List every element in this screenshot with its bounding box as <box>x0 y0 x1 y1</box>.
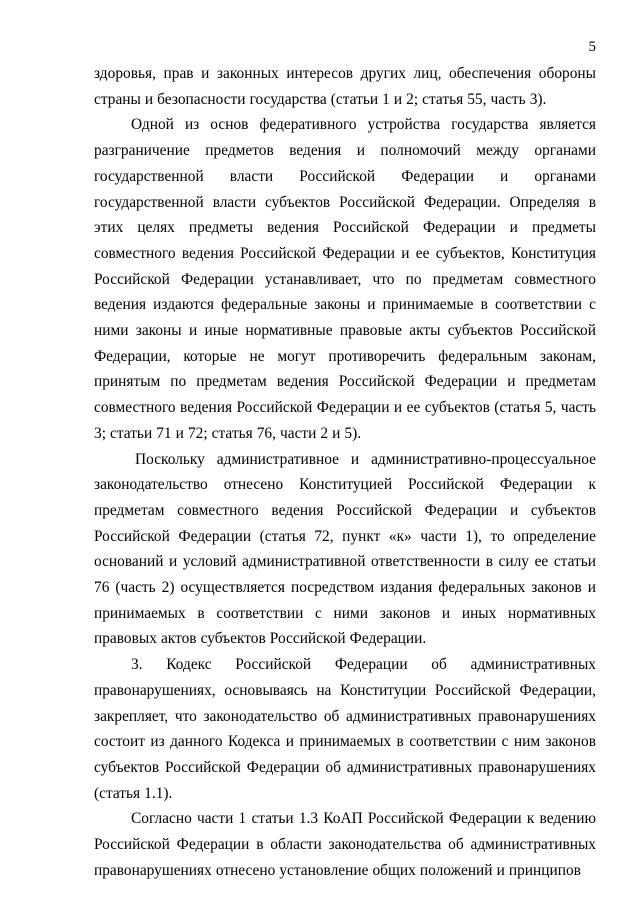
paragraph-koap-point-3: 3. Кодекс Российской Федерации об административных правонарушениях, основываясь на Конституции Российской Федерации, закрепляет, что законодательство об административных правонарушениях состоит из данного Кодекса и принимаемых в соответствии с ним законов субъектов Российской Федерации об административных правонарушениях (статья 1.1). <box>94 656 596 802</box>
paragraph-federal-structure: Одной из основ федеративного устройства государства является разграничение предметов ведения и полномочий между органами государственной власти Российской Федерации и органами государственной власти субъектов Российской Федерации. Определяя в этих целях предметы ведения Российской Федерации и предметы совместного ведения Российской Федерации и ее субъектов, Конституция Российской Федерации устанавливает, что по предметам совместного ведения издаются федеральные законы и принимаемые в соответствии с ними законы и иные нормативные правовые акты субъектов Российской Федерации, которые не могут противоречить федеральным законам, принятым по предметам ведения Российской Федерации и предметам совместного ведения Российской Федерации и ее субъектов (статья 5, часть 3; статьи 71 и 72; статья 76, части 2 и 5). <box>94 116 596 442</box>
document-body <box>94 61 596 884</box>
paragraph-administrative-law: Поскольку административное и административно-процессуальное законодательство отнесено Конституцией Российской Федерации к предметам совместного ведения Российской Федерации и субъектов Российской Федерации (статья 72, пункт «к» части 1), то определение оснований и условий административной ответственности в силу ее статьи 76 (часть 2) осуществляется посредством издания федеральных законов и принимаемых в соответствии с ними законов и иных нормативных правовых актов субъектов Российской Федерации. <box>94 450 596 648</box>
paragraph-continuation: здоровья, прав и законных интересов других лиц, обеспечения обороны страны и безопасности государства (статьи 1 и 2; статья 55, часть 3). <box>94 65 596 108</box>
page-number: 5 <box>588 39 596 55</box>
paragraph-article-1-3: Согласно части 1 статьи 1.3 КоАП Российской Федерации к ведению Российской Федерации в области законодательства об административных правонарушениях отнесено установление общих положений и принципов <box>94 810 596 879</box>
